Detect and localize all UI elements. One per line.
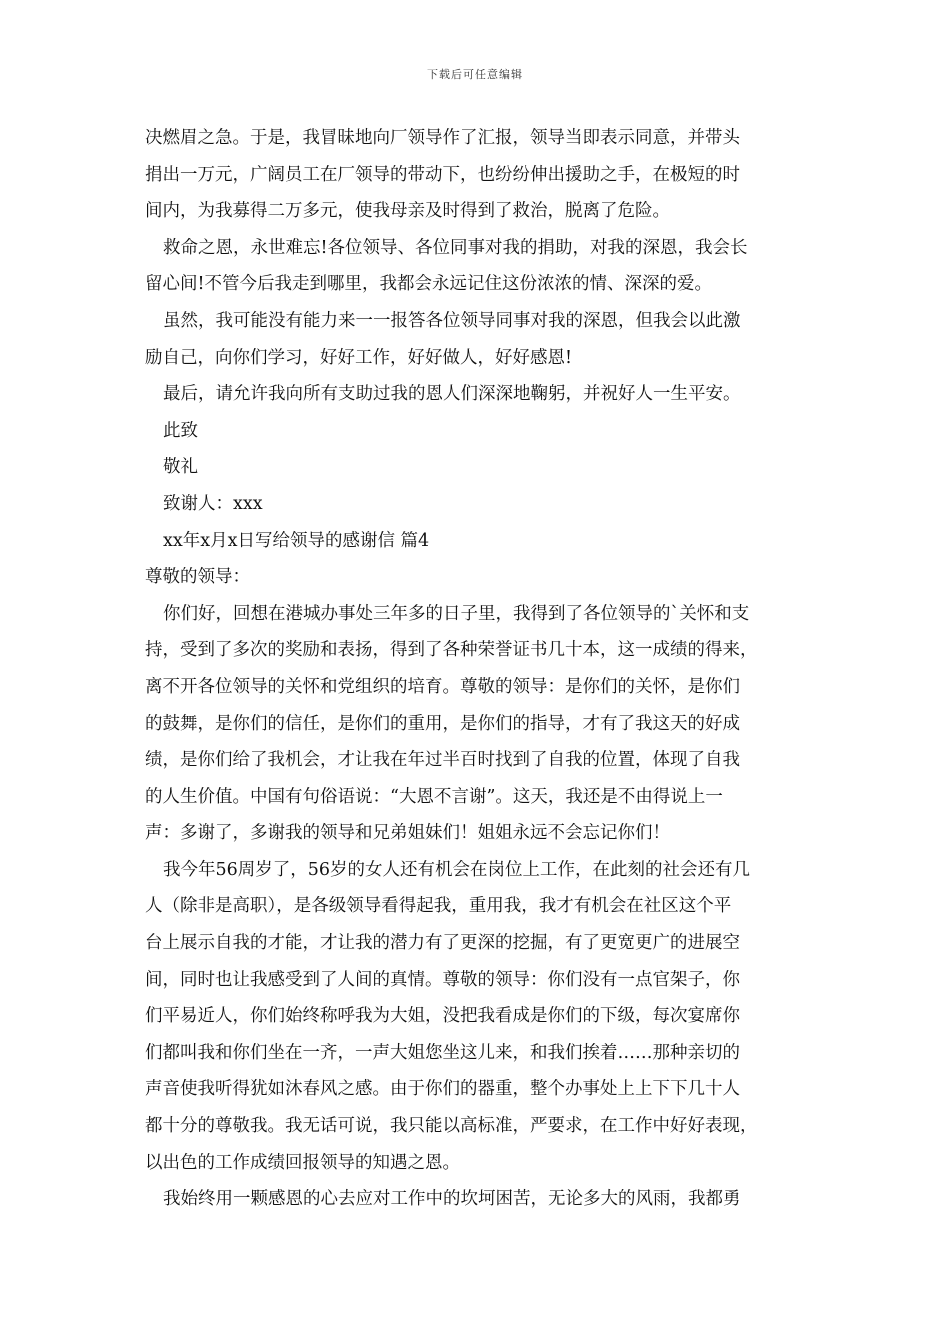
text-line: 致谢人：xxx (163, 493, 263, 514)
text-line: 间，同时也让我感受到了人间的真情。尊敬的领导：你们没有一点官架子，你 (145, 969, 740, 990)
text-line: 最后，请允许我向所有支助过我的恩人们深深地鞠躬，并祝好人一生平安。 (163, 384, 741, 405)
text-line: 都十分的尊敬我。我无话可说，我只能以高标准，严要求，在工作中好好表现， (145, 1116, 758, 1137)
text-line: 敬礼 (163, 457, 198, 478)
text-line: 救命之恩，永世难忘!各位领导、各位同事对我的捐助，对我的深恩，我会长 (163, 237, 748, 258)
text-line: 你们好，回想在港城办事处三年多的日子里，我得到了各位领导的`关怀和支 (163, 603, 750, 624)
text-line: 我今年56周岁了，56岁的女人还有机会在岗位上工作，在此刻的社会还有几 (163, 859, 751, 880)
text-line: 持，受到了多次的奖励和表扬，得到了各种荣誉证书几十本，这一成绩的得来， (145, 640, 758, 661)
text-line: 决燃眉之急。于是，我冒昧地向厂领导作了汇报，领导当即表示同意，并带头 (145, 128, 740, 148)
text-line: 绩，是你们给了我机会，才让我在年过半百时找到了自我的位置，体现了自我 (145, 750, 740, 771)
text-line: xx年x月x日写给领导的感谢信 篇4 (163, 530, 430, 551)
text-line: 离不开各位领导的关怀和党组织的培育。尊敬的领导：是你们的关怀，是你们 (145, 676, 740, 697)
text-line: 此致 (163, 420, 198, 441)
text-line: 以出色的工作成绩回报领导的知遇之恩。 (145, 1152, 460, 1173)
document-body (145, 120, 815, 1218)
text-line: 留心间!不管今后我走到哪里，我都会永远记住这份浓浓的情、深深的爱。 (145, 274, 713, 295)
text-line: 声音使我听得犹如沐春风之感。由于你们的器重，整个办事处上上下下几十人 (145, 1079, 740, 1100)
text-line: 人（除非是高职），是各级领导看得起我，重用我，我才有机会在社区这个平 (145, 896, 732, 917)
text-line: 们都叫我和你们坐在一齐，一声大姐您坐这儿来，和我们挨着……那种亲切的 (145, 1042, 740, 1063)
text-line: 的人生价值。中国有句俗语说：“大恩不言谢”。这天，我还是不由得说上一 (145, 786, 723, 807)
text-line: 台上展示自我的才能，才让我的潜力有了更深的挖掘，有了更宽更广的进展空 (145, 933, 740, 954)
text-line: 尊敬的领导： (145, 567, 250, 588)
text-line: 我始终用一颗感恩的心去应对工作中的坎坷困苦，无论多大的风雨，我都勇 (163, 1189, 741, 1210)
text-line: 声：多谢了，多谢我的领导和兄弟姐妹们！姐姐永远不会忘记你们！ (145, 823, 670, 844)
text-line: 的鼓舞，是你们的信任，是你们的重用，是你们的指导，才有了我这天的好成 (145, 713, 740, 734)
text-line: 虽然，我可能没有能力来一一报答各位领导同事对我的深恩，但我会以此激 (163, 310, 741, 331)
text-line: 间内，为我募得二万多元，使我母亲及时得到了救治，脱离了危险。 (145, 201, 670, 222)
text-line: 捐出一万元，广阔员工在厂领导的带动下，也纷纷伸出援助之手，在极短的时 (145, 164, 740, 185)
text-line: 们平易近人，你们始终称呼我为大姐，没把我看成是你们的下级，每次宴席你 (145, 1006, 740, 1027)
page-header: 下载后可任意编辑 (427, 68, 523, 81)
text-line: 励自己，向你们学习，好好工作，好好做人，好好感恩! (145, 347, 573, 368)
